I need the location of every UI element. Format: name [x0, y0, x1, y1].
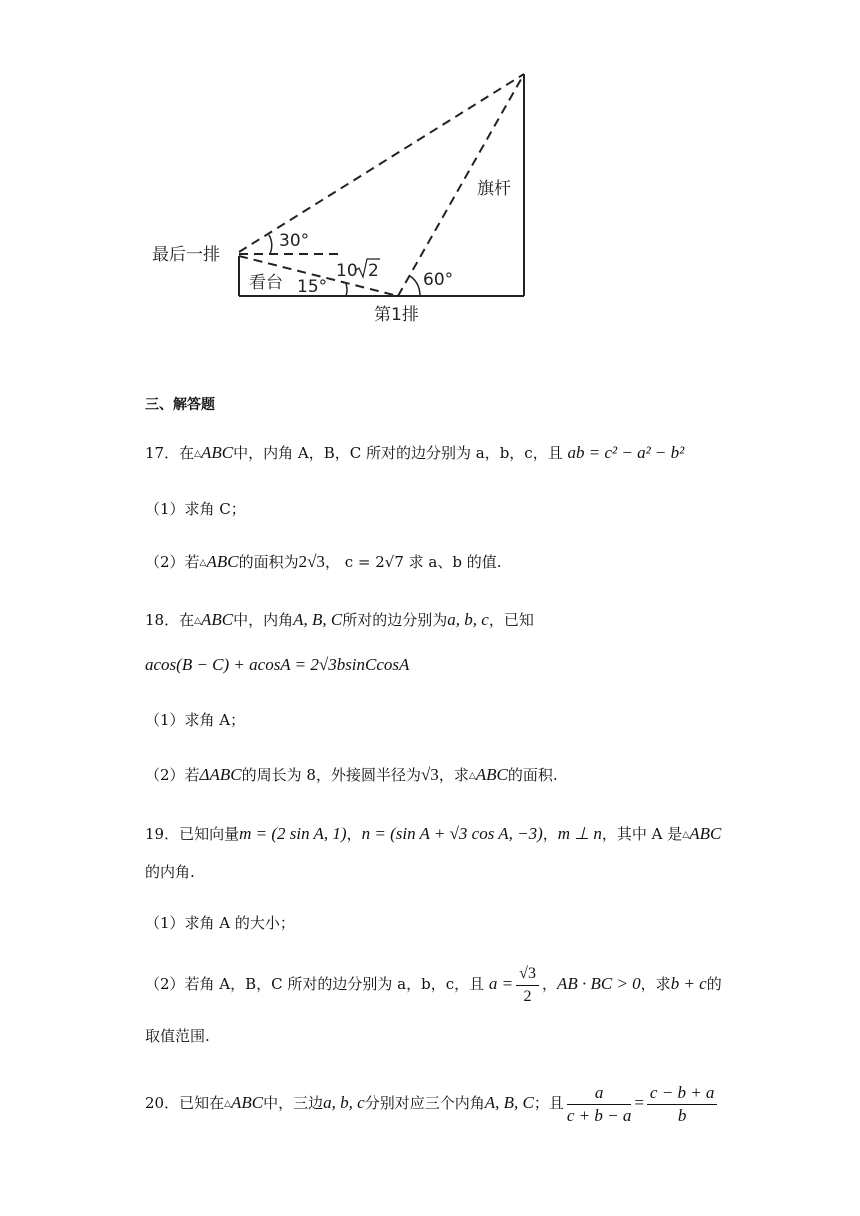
fraction-numerator: √3 [516, 963, 539, 986]
q20-tri: ABC [231, 1093, 264, 1112]
q19-part1: （1）求角 A 的大小； [145, 914, 295, 932]
q19-mid: ，其中 A 是 [601, 825, 683, 843]
q19-line: 19．已知向量m = (2 sin A, 1)，n = (sin A + √3 cos A, −3)，m ⊥ n，其中 A 是△ABC [145, 824, 722, 843]
angle-arc-60 [410, 276, 420, 296]
equals-sign: = [634, 1093, 644, 1112]
q18-p2-d: 的面积. [507, 766, 558, 784]
q17-part2 [145, 552, 501, 573]
fraction-denominator: b [677, 1105, 687, 1125]
q18-tri: ABC [201, 610, 234, 629]
q18-angles: A, B, C [293, 610, 343, 629]
fraction-denominator: c + b − a [566, 1105, 632, 1125]
q18-p2-c: ，求 [438, 766, 469, 784]
triangle-symbol: △ [468, 771, 476, 781]
q19-perp: m ⊥ n [557, 824, 602, 843]
q20-intro: 20．已知在 [145, 1094, 225, 1112]
q17-intro: 17．在 [145, 444, 195, 462]
triangle-symbol: △ [194, 449, 202, 459]
q18-mid: 中，内角 [233, 611, 294, 629]
angle-arc-15 [346, 284, 347, 296]
label-first-row: 第1排 [374, 305, 419, 325]
q17-mid: 中，内角 A，B，C 所对的边分别为 a，b，c，且 [233, 444, 563, 462]
angle-arc-30 [269, 235, 272, 254]
label-last-row: 最后一排 [152, 245, 220, 265]
fraction-denominator: 2 [523, 987, 532, 1005]
q20-rhs-fraction [647, 1082, 718, 1127]
q19-part2: （2）若角 A，B，C 所对的边分别为 a，b，c，且 a = $\frac{√3}{2}$ ，AB · BC > 0，求b + c的 [145, 961, 722, 1008]
label-length-rad: 2 [368, 261, 379, 281]
q20-angles: A, B, C [484, 1093, 534, 1112]
label-length [336, 259, 380, 281]
triangle-symbol: △ [199, 558, 207, 568]
q17-equation: ab = c² − a² − b² [567, 443, 685, 462]
q20-mid2: 分别对应三个内角 [364, 1094, 485, 1112]
q18-equation [145, 655, 409, 675]
q17-p2-b: 的面积为 [238, 553, 299, 571]
label-length-coef: 10 [336, 261, 358, 281]
q18-p2-tri: ΔABC [199, 765, 242, 784]
q17-p2-c: ， c = 2√7 求 a、b 的值. [324, 553, 502, 571]
label-angle-30: 30° [279, 231, 310, 251]
q19-p2-a: （2）若角 A，B，C 所对的边分别为 a，b，c，且 [145, 975, 485, 993]
q18-end: ，已知 [488, 611, 534, 629]
q19-p2-c: 的 [706, 975, 722, 993]
q17-p2-tri: ABC [206, 552, 239, 571]
q19-p2-cont: 取值范围. [145, 1027, 210, 1045]
q17-tri: ABC [201, 443, 234, 462]
q18-line [145, 610, 534, 631]
q19-p2-eq-lhs: a = [488, 974, 514, 993]
q18-part2 [145, 765, 558, 786]
q18-mid2: 所对的边分别为 [342, 611, 448, 629]
label-angle-15: 15° [297, 277, 328, 297]
q17-p2-area: 2√3 [298, 552, 325, 571]
triangle-symbol: △ [194, 616, 202, 626]
q18-sides: a, b, c [447, 610, 489, 629]
q18-p2-a: （2）若 [145, 766, 200, 784]
triangle-symbol: △ [682, 830, 690, 840]
q17-part1: （1）求角 C； [145, 500, 246, 518]
q19-intro: 19．已知向量 [145, 825, 240, 843]
q18-eq: acos(B − C) + acosA = 2√3bsinCcosA [145, 655, 410, 674]
label-angle-60: 60° [423, 270, 454, 290]
label-flagpole: 旗杆 [477, 179, 511, 199]
q20-mid3: ；且 [533, 1094, 564, 1112]
label-stand: 看台 [249, 273, 283, 293]
fraction-numerator: c − b + a [647, 1082, 718, 1105]
q20-line [145, 1080, 720, 1127]
q19-n-vector: n = (sin A + √3 cos A, −3) [361, 824, 543, 843]
q19-m-vector: m = (2 sin A, 1) [239, 824, 347, 843]
dashed-last-row-to-top [239, 74, 524, 252]
q19-p2-sum: b + c [670, 974, 707, 993]
q18-p2-r: √3 [420, 765, 439, 784]
q19-tri: ABC [689, 824, 722, 843]
q20-lhs-fraction [567, 1082, 632, 1127]
q19-cont: 的内角. [145, 863, 195, 881]
q19-p2-dot-product: AB · BC > 0 [556, 974, 641, 993]
q17-line [145, 443, 684, 464]
q20-sides: a, b, c [323, 1093, 365, 1112]
stadium-flagpole-diagram [0, 0, 860, 340]
fraction-numerator: a [567, 1082, 632, 1105]
q18-part1: （1）求角 A； [145, 711, 246, 729]
section-title: 三、解答题 [145, 397, 215, 413]
q20-mid: 中，三边 [263, 1094, 324, 1112]
q19-p2-b: ，求 [640, 975, 671, 993]
q19-p2-fraction [516, 963, 539, 1008]
q18-intro: 18．在 [145, 611, 195, 629]
q18-p2-tri2: ABC [475, 765, 508, 784]
triangle-symbol: △ [224, 1099, 232, 1109]
q18-p2-b: 的周长为 8，外接圆半径为 [241, 766, 421, 784]
q17-p2-a: （2）若 [145, 553, 200, 571]
